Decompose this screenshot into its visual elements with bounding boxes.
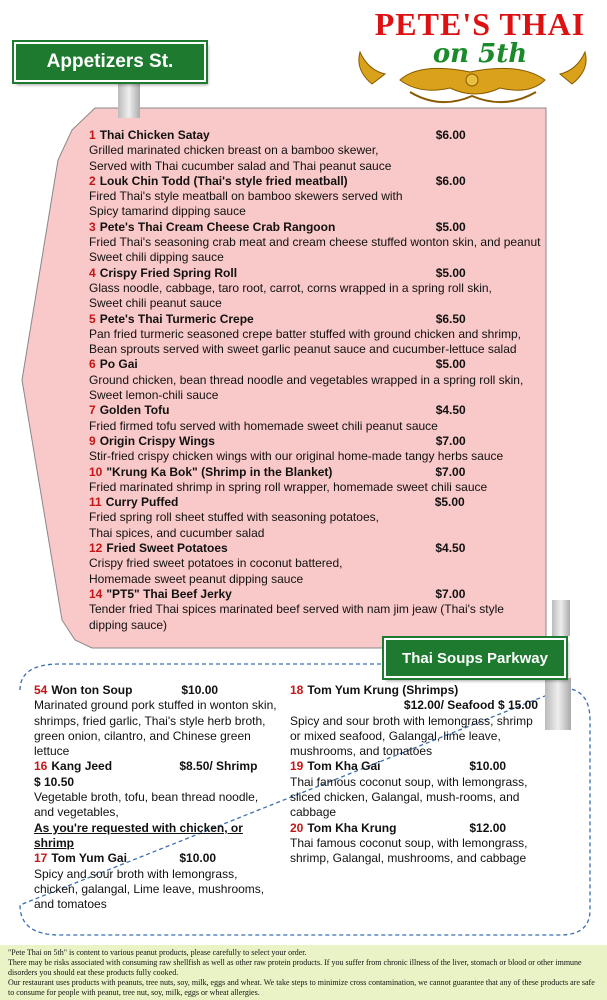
item-name: Tom Yum Krung (Shrimps) [307, 683, 459, 697]
soups-sign-pole-bottom [545, 678, 571, 730]
item-number: 5 [89, 311, 96, 326]
item-number: 17 [34, 851, 48, 866]
appetizers-street-sign: Appetizers St. [14, 42, 206, 82]
item-description: Marinated ground pork stuffed in wonton skin, shrimps, fried garlic, Thai's style herb broth, green onion, cilantro, and Chinese green lettuce [34, 698, 277, 759]
item-description: Fried firmed tofu served with homemade sweet chili peanut sauce [89, 418, 438, 433]
item-price: $7.00 [435, 586, 466, 601]
soups-column-left [34, 683, 280, 912]
disclaimer-line: Our restaurant uses products with peanuts, tree nuts, soy, milk, eggs and wheat. We take steps to minimize cross contamination, we cannot guarantee that any of these products are safe to consume for people with peanut, tree nut, soy, milk, eggs or wheat allergies. [8, 978, 595, 997]
menu-item-header [89, 541, 559, 556]
item-description: Pan fried turmeric seasoned crepe batter stuffed with ground chicken and shrimp, [89, 326, 522, 341]
item-description: Fried Thai's seasoning crab meat and cream cheese stuffed wonton skin, and peanut [89, 235, 541, 250]
item-name: Golden Tofu [99, 403, 170, 418]
item-description: Crispy fried sweet potatoes in coconut battered, [89, 556, 343, 571]
item-price: $10.00 [469, 759, 507, 774]
appetizers-list [89, 128, 559, 633]
item-price: $5.00 [434, 495, 465, 510]
menu-item-header [34, 683, 280, 698]
item-description: Tender fried Thai spices marinated beef served with nam jim jeaw (Thai's style [89, 602, 504, 617]
item-price: $12.00 [469, 820, 507, 835]
menu-item-header [89, 312, 559, 327]
menu-item-header [89, 174, 559, 189]
item-price: $7.00 [435, 433, 466, 448]
item-number: 9 [89, 433, 96, 448]
item-number: 16 [34, 759, 48, 774]
item-description: Spicy and sour broth with lemongrass, chicken, galangal, Lime leave, mushrooms, and tomatoes [34, 866, 265, 912]
item-name: Louk Chin Todd (Thai's style fried meatball) [99, 173, 348, 188]
item-price: $10.00 [181, 683, 219, 697]
item-description: Spicy tamarind dipping sauce [89, 204, 246, 219]
item-name: Po Gai [99, 357, 138, 372]
logo-subtitle: on 5th [432, 39, 528, 69]
menu-item-header [290, 821, 546, 836]
menu-item-header [89, 266, 559, 281]
item-price: $6.00 [435, 173, 466, 188]
menu-item-header [34, 759, 280, 774]
item-name: Kang Jeed [51, 759, 113, 774]
item-number: 12 [89, 541, 103, 556]
item-price: $4.50 [435, 541, 466, 556]
menu-item-header [89, 220, 559, 235]
item-name: Pete's Thai Turmeric Crepe [99, 311, 254, 326]
item-name: Curry Puffed [105, 495, 179, 510]
item-price: $7.00 [435, 464, 466, 479]
item-number: 3 [89, 219, 96, 234]
item-name: Tom Kha Gai [307, 759, 381, 774]
appetizers-sign-pole [118, 82, 140, 118]
menu-item-header [290, 683, 546, 698]
soups-column-right [290, 683, 546, 867]
item-number: 10 [89, 464, 103, 479]
item-description: Bean sprouts served with sweet garlic peanut sauce and cucumber-lettuce salad [89, 342, 517, 357]
item-description: Grilled marinated chicken breast on a bamboo skewer, [89, 143, 379, 158]
item-price-secondary: $ 10.50 [34, 774, 75, 789]
menu-item-header [89, 465, 559, 480]
item-description: dipping sauce) [89, 617, 168, 632]
item-number: 18 [290, 683, 304, 697]
item-name: "Krung Ka Bok" (Shrimp in the Blanket) [106, 464, 333, 479]
item-price: $6.50 [435, 311, 466, 326]
item-description: Thai famous coconut soup, with lemongrass, shrimp, Galangal, mushrooms, and cabbage [290, 835, 528, 866]
soups-street-sign: Thai Soups Parkway [384, 638, 566, 678]
item-description: Sweet lemon-chili sauce [89, 388, 219, 403]
item-description: Served with Thai cucumber salad and Thai peanut sauce [89, 158, 392, 173]
item-number: 4 [89, 265, 96, 280]
item-number: 14 [89, 586, 103, 601]
item-price: $10.00 [179, 851, 217, 866]
menu-item-header [89, 495, 559, 510]
menu-item-header [34, 851, 280, 866]
item-description: Thai famous coconut soup, with lemongrass, sliced chicken, Galangal, mush-rooms, and cabbage [290, 774, 528, 820]
item-description: Sweet chili peanut sauce [89, 296, 222, 311]
restaurant-logo [360, 6, 600, 68]
menu-item-header [89, 434, 559, 449]
item-name: Won ton Soup [51, 683, 133, 697]
logo-title: PETE'S THAI [374, 6, 586, 42]
item-description: Spicy and sour broth with lemongrass, shrimp or mixed seafood, Galangal, lime leave, mushrooms, and tomatoes [290, 713, 533, 759]
item-name: Pete's Thai Cream Cheese Crab Rangoon [99, 219, 336, 234]
item-price: $4.50 [435, 403, 466, 418]
item-description: Vegetable broth, tofu, bean thread noodle, and vegetables, [34, 790, 259, 820]
item-description: Fried spring roll sheet stuffed with seasoning potatoes, [89, 510, 379, 525]
item-description: Homemade sweet peanut dipping sauce [89, 571, 304, 586]
item-name: Tom Yum Gai [51, 851, 127, 866]
menu-item-header [89, 403, 559, 418]
item-name: "PT5" Thai Beef Jerky [106, 586, 232, 601]
item-number: 6 [89, 357, 96, 372]
item-description: Fired Thai's style meatball on bamboo skewers served with [89, 189, 403, 204]
item-price: $8.50/ Shrimp [179, 759, 258, 774]
item-description: Ground chicken, bean thread noodle and vegetables wrapped in a spring roll skin, [89, 372, 524, 387]
disclaimer-line: "Pete Thai on 5th" is content to various peanut products, please carefully to select your order. [8, 948, 307, 957]
menu-item-header [89, 357, 559, 372]
item-name: Origin Crispy Wings [99, 433, 215, 448]
item-description: Glass noodle, cabbage, taro root, carrot, corns wrapped in a spring roll skin, [89, 280, 492, 295]
item-name: Tom Kha Krung [307, 820, 397, 835]
item-number: 2 [89, 173, 96, 188]
menu-item-header [290, 759, 546, 774]
item-price: $5.00 [435, 219, 466, 234]
item-description: Thai spices, and cucumber salad [89, 525, 265, 540]
item-description: Fried marinated shrimp in spring roll wrapper, homemade sweet chili sauce [89, 479, 488, 494]
item-description: Stir-fried crispy chicken wings with our original home-made tangy herbs sauce [89, 449, 504, 464]
item-price: $12.00/ Seafood $ 15.00 [403, 698, 538, 713]
item-description: Sweet chili dipping sauce [89, 250, 224, 265]
item-number: 54 [34, 683, 48, 697]
item-price: $5.00 [435, 357, 466, 372]
allergy-disclaimer [0, 945, 607, 1000]
item-price: $5.00 [435, 265, 466, 280]
item-number: 1 [89, 128, 96, 142]
item-number: 20 [290, 820, 304, 835]
disclaimer-line: There may be risks associated with consuming raw shellfish as well as other raw protein products. If you suffer from chronic illness of the liver, stomach or blood or other immune disorders you should eat these products fully cooked. [8, 958, 582, 977]
item-name: Crispy Fried Spring Roll [99, 265, 238, 280]
item-name: Thai Chicken Satay [99, 128, 210, 142]
menu-item-header [89, 128, 559, 143]
item-number: 11 [89, 495, 102, 510]
item-note: As you're requested with chicken, or shrimp [34, 820, 243, 850]
item-name: Fried Sweet Potatoes [106, 541, 228, 556]
item-number: 7 [89, 403, 96, 418]
item-price: $6.00 [435, 128, 466, 142]
menu-item-header [89, 587, 559, 602]
item-number: 19 [290, 759, 304, 774]
